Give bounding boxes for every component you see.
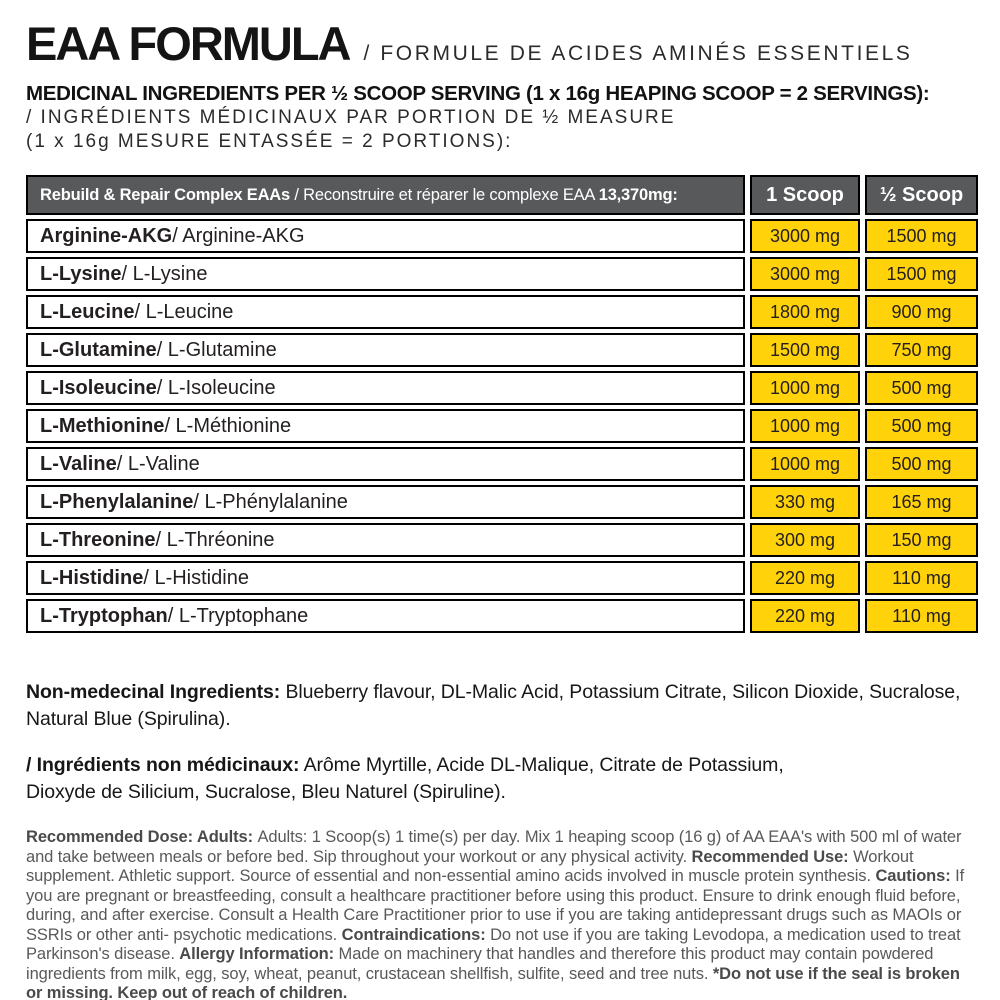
non-medicinal-ingredients-en xyxy=(26,679,978,733)
table-header-row xyxy=(26,175,978,215)
ingredient-row xyxy=(26,447,978,481)
complex-name-header xyxy=(26,175,745,215)
amount-half-scoop: 500 mg xyxy=(865,447,978,481)
amount-half-scoop: 150 mg xyxy=(865,523,978,557)
serving-heading-fr-line1: / INGRÉDIENTS MÉDICINAUX PAR PORTION DE ½ MEASURE xyxy=(26,107,676,128)
ingredient-name: L-Leucine / L-Leucine xyxy=(26,295,745,329)
text-line: Non-medecinal Ingredients: Blueberry flavour, DL-Malic Acid, Potassium Citrate, Silicon Dioxide, Sucralose, xyxy=(26,681,961,703)
ingredient-name: L-Lysine / L-Lysine xyxy=(26,257,745,291)
ingredient-row xyxy=(26,523,978,557)
non-medicinal-ingredients-fr xyxy=(26,752,978,806)
amount-1-scoop: 1500 mg xyxy=(750,333,860,367)
serving-heading xyxy=(26,82,978,153)
dose-and-cautions-text: Recommended Dose: Adults: Adults: 1 Scoop(s) 1 time(s) per day. Mix 1 heaping scoop (16 g) of AA EAA's with 500 ml of water and take between meals or before bed. Sip throughout your workout or any physical activity. Recommended Use: Workout supplement. Athletic support. Source of essential and non-essential amino acids involved in muscle protein synthesis. Cautions: If you are pregnant or breastfeeding, consult a healthcare practitioner before using this product. Ensure to drink enough fluid before, during, and after exercise. Consult a Health Care Practitioner prior to use if you are taking antidepressant drugs such as MAOIs or SSRIs or other anti- psychotic medications. Contraindications: Do not use if you are taking Levodopa, a medication used to treat Parkinson's disease. Allergy Information: Made on machinery that handles and therefore this product may contain powdered ingredients from milk, egg, soy, wheat, peanut, crustacean shellfish, sulfite, seed and tree nuts. *Do not use if the seal is broken or missing. Keep out of reach of children. xyxy=(26,828,965,1000)
text-line: Dioxyde de Silicium, Sucralose, Bleu Naturel (Spiruline). xyxy=(26,781,506,803)
product-subtitle-fr: / FORMULE DE ACIDES AMINÉS ESSENTIELS xyxy=(363,42,913,65)
serving-heading-fr-line2: (1 x 16g MESURE ENTASSÉE = 2 PORTIONS): xyxy=(26,131,513,152)
ingredient-name: L-Glutamine / L-Glutamine xyxy=(26,333,745,367)
ingredient-name: L-Isoleucine / L-Isoleucine xyxy=(26,371,745,405)
ingredient-row xyxy=(26,485,978,519)
ingredient-name: L-Tryptophan / L-Tryptophane xyxy=(26,599,745,633)
amount-1-scoop: 1000 mg xyxy=(750,447,860,481)
ingredient-row xyxy=(26,371,978,405)
amount-1-scoop: 3000 mg xyxy=(750,219,860,253)
amount-half-scoop: 750 mg xyxy=(865,333,978,367)
ingredient-row xyxy=(26,409,978,443)
ingredient-name: L-Threonine / L-Thréonine xyxy=(26,523,745,557)
product-title-row xyxy=(26,17,978,70)
ingredients-table xyxy=(26,175,978,633)
text-line: / Ingrédients non médicinaux: Arôme Myrtille, Acide DL-Malique, Citrate de Potassium, xyxy=(26,754,784,776)
amount-1-scoop: 1800 mg xyxy=(750,295,860,329)
amount-1-scoop: 330 mg xyxy=(750,485,860,519)
column-header-1-scoop: 1 Scoop xyxy=(750,175,860,215)
ingredient-row xyxy=(26,561,978,595)
serving-heading-en: MEDICINAL INGREDIENTS PER ½ SCOOP SERVING (1 x 16g HEAPING SCOOP = 2 SERVINGS): xyxy=(26,82,930,105)
amount-1-scoop: 220 mg xyxy=(750,561,860,595)
ingredient-row xyxy=(26,257,978,291)
ingredient-name: L-Phenylalanine / L-Phénylalanine xyxy=(26,485,745,519)
ingredient-row xyxy=(26,333,978,367)
amount-half-scoop: 165 mg xyxy=(865,485,978,519)
amount-half-scoop: 500 mg xyxy=(865,409,978,443)
complex-name-text: Rebuild & Repair Complex EAAs / Reconstruire et réparer le complexe EAA 13,370mg: xyxy=(40,185,678,204)
amount-1-scoop: 3000 mg xyxy=(750,257,860,291)
amount-half-scoop: 1500 mg xyxy=(865,257,978,291)
ingredient-name: L-Histidine / L-Histidine xyxy=(26,561,745,595)
table-body xyxy=(26,219,978,633)
amount-1-scoop: 300 mg xyxy=(750,523,860,557)
column-header-half-scoop: ½ Scoop xyxy=(865,175,978,215)
amount-half-scoop: 110 mg xyxy=(865,561,978,595)
text-line: Natural Blue (Spirulina). xyxy=(26,708,231,730)
amount-half-scoop: 900 mg xyxy=(865,295,978,329)
ingredient-row xyxy=(26,599,978,633)
product-title: EAA FORMULA xyxy=(26,17,350,70)
amount-half-scoop: 1500 mg xyxy=(865,219,978,253)
ingredient-name: Arginine-AKG / Arginine-AKG xyxy=(26,219,745,253)
ingredient-row xyxy=(26,219,978,253)
amount-1-scoop: 1000 mg xyxy=(750,371,860,405)
ingredient-name: L-Methionine / L-Méthionine xyxy=(26,409,745,443)
amount-half-scoop: 110 mg xyxy=(865,599,978,633)
amount-half-scoop: 500 mg xyxy=(865,371,978,405)
ingredient-row xyxy=(26,295,978,329)
amount-1-scoop: 220 mg xyxy=(750,599,860,633)
ingredient-name: L-Valine / L-Valine xyxy=(26,447,745,481)
amount-1-scoop: 1000 mg xyxy=(750,409,860,443)
